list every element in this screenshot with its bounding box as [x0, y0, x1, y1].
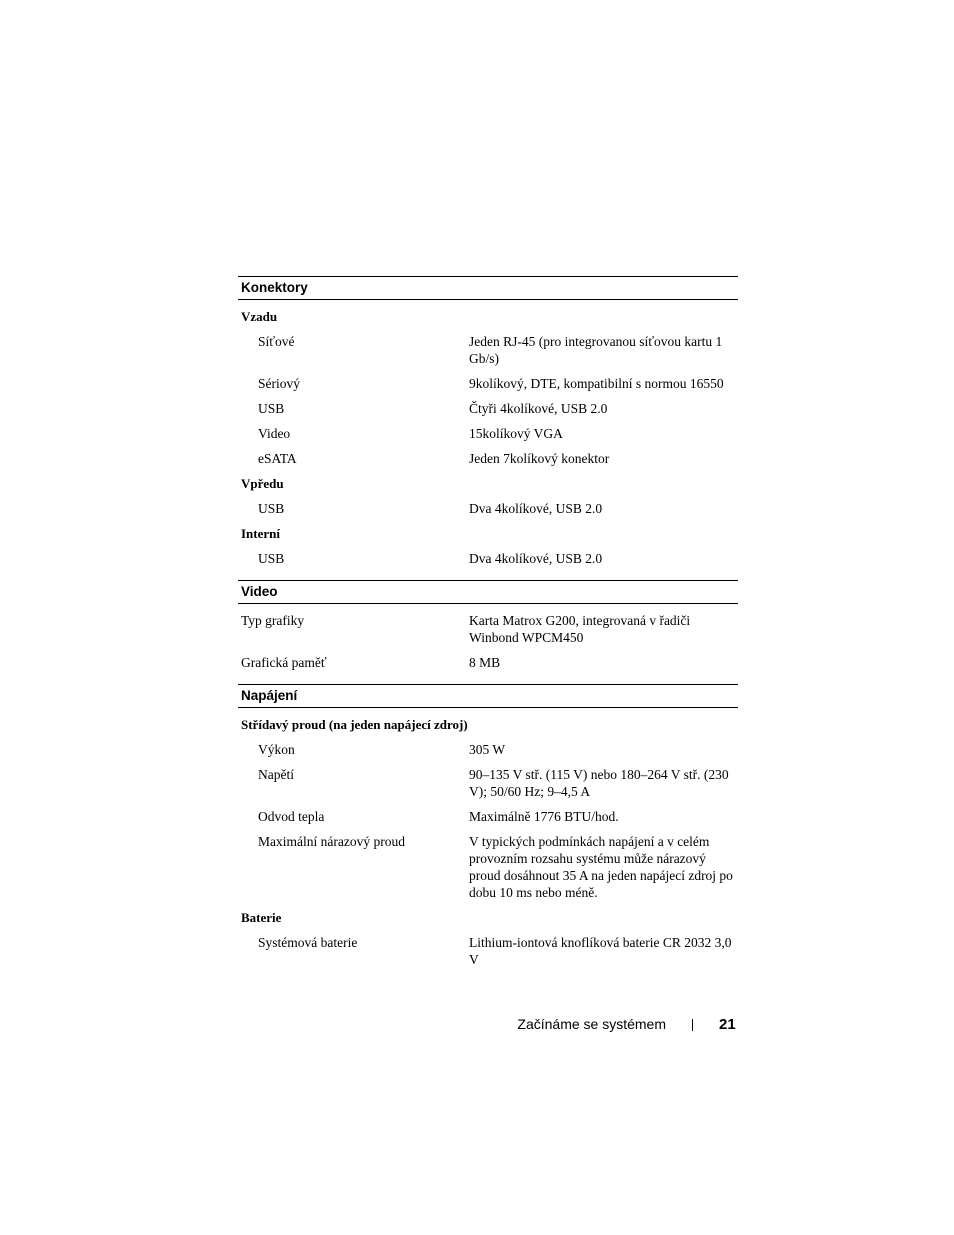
- spec-value: 305 W: [469, 742, 506, 757]
- spec-value: Dva 4kolíkové, USB 2.0: [469, 551, 603, 566]
- spec-value: 15kolíkový VGA: [469, 426, 563, 441]
- spec-value: Lithium-iontová knoflíková baterie CR 2032 3,0 V: [469, 935, 732, 967]
- subsection-title: Vzadu: [241, 309, 278, 324]
- spec-value: Čtyři 4kolíkové, USB 2.0: [469, 401, 608, 416]
- spec-value: 90–135 V stř. (115 V) nebo 180–264 V stř. (230 V); 50/60 Hz; 9–4,5 A: [469, 767, 729, 799]
- spec-label: Síťové: [258, 334, 295, 349]
- spec-value: Jeden RJ-45 (pro integrovanou síťovou kartu 1 Gb/s): [469, 334, 723, 366]
- spec-value: 8 MB: [469, 655, 501, 670]
- subsection-title: Vpředu: [241, 476, 284, 491]
- spec-value: Dva 4kolíkové, USB 2.0: [469, 501, 603, 516]
- spec-row: [238, 833, 738, 901]
- spec-value: V typických podmínkách napájení a v celém provozním rozsahu systému může nárazový proud dosáhnout 35 A na jeden napájecí zdroj po dobu 10 ms nebo méně.: [469, 834, 733, 900]
- spec-row: [238, 934, 738, 968]
- spec-value: Karta Matrox G200, integrovaná v řadiči Winbond WPCM450: [469, 613, 691, 645]
- spec-value: Maximálně 1776 BTU/hod.: [469, 809, 619, 824]
- section-title: Napájení: [238, 684, 738, 708]
- spec-row: [238, 550, 738, 567]
- spec-label: USB: [258, 551, 285, 566]
- spec-label: Sériový: [258, 376, 300, 391]
- napajeni-section: [238, 684, 738, 968]
- spec-row: [238, 450, 738, 467]
- spec-row: [238, 333, 738, 367]
- spec-label: Odvod tepla: [258, 809, 325, 824]
- spec-label: Typ grafiky: [241, 613, 305, 628]
- spec-label: USB: [258, 501, 285, 516]
- spec-label: eSATA: [258, 451, 297, 466]
- spec-row: [238, 766, 738, 800]
- spec-row: [238, 425, 738, 442]
- spec-row: [238, 741, 738, 758]
- spec-row: [238, 500, 738, 517]
- subsection-title: Baterie: [241, 910, 282, 925]
- spec-label: Systémová baterie: [258, 935, 358, 950]
- chapter-title: Začínáme se systémem: [517, 1016, 666, 1032]
- page-footer: [0, 1016, 954, 1036]
- spec-label: Video: [258, 426, 291, 441]
- spec-label: Výkon: [258, 742, 295, 757]
- spec-label: Grafická paměť: [241, 655, 327, 670]
- video-section: [238, 580, 738, 671]
- konektory-section: [238, 276, 738, 567]
- spec-row: [238, 375, 738, 392]
- section-title: Konektory: [238, 276, 738, 300]
- spec-label: USB: [258, 401, 285, 416]
- subsection-title: Interní: [241, 526, 280, 541]
- spec-row: [238, 654, 738, 671]
- spec-value: 9kolíkový, DTE, kompatibilní s normou 16550: [469, 376, 724, 391]
- spec-row: [238, 808, 738, 825]
- spec-row: [238, 400, 738, 417]
- footer-divider: [692, 1019, 693, 1031]
- section-title: Video: [238, 580, 738, 604]
- spec-value: Jeden 7kolíkový konektor: [469, 451, 610, 466]
- spec-row: [238, 612, 738, 646]
- spec-label: Napětí: [258, 767, 294, 782]
- spec-label: Maximální nárazový proud: [258, 834, 405, 849]
- page-number: 21: [719, 1016, 736, 1033]
- subsection-title: Střídavý proud (na jeden napájecí zdroj): [241, 717, 468, 732]
